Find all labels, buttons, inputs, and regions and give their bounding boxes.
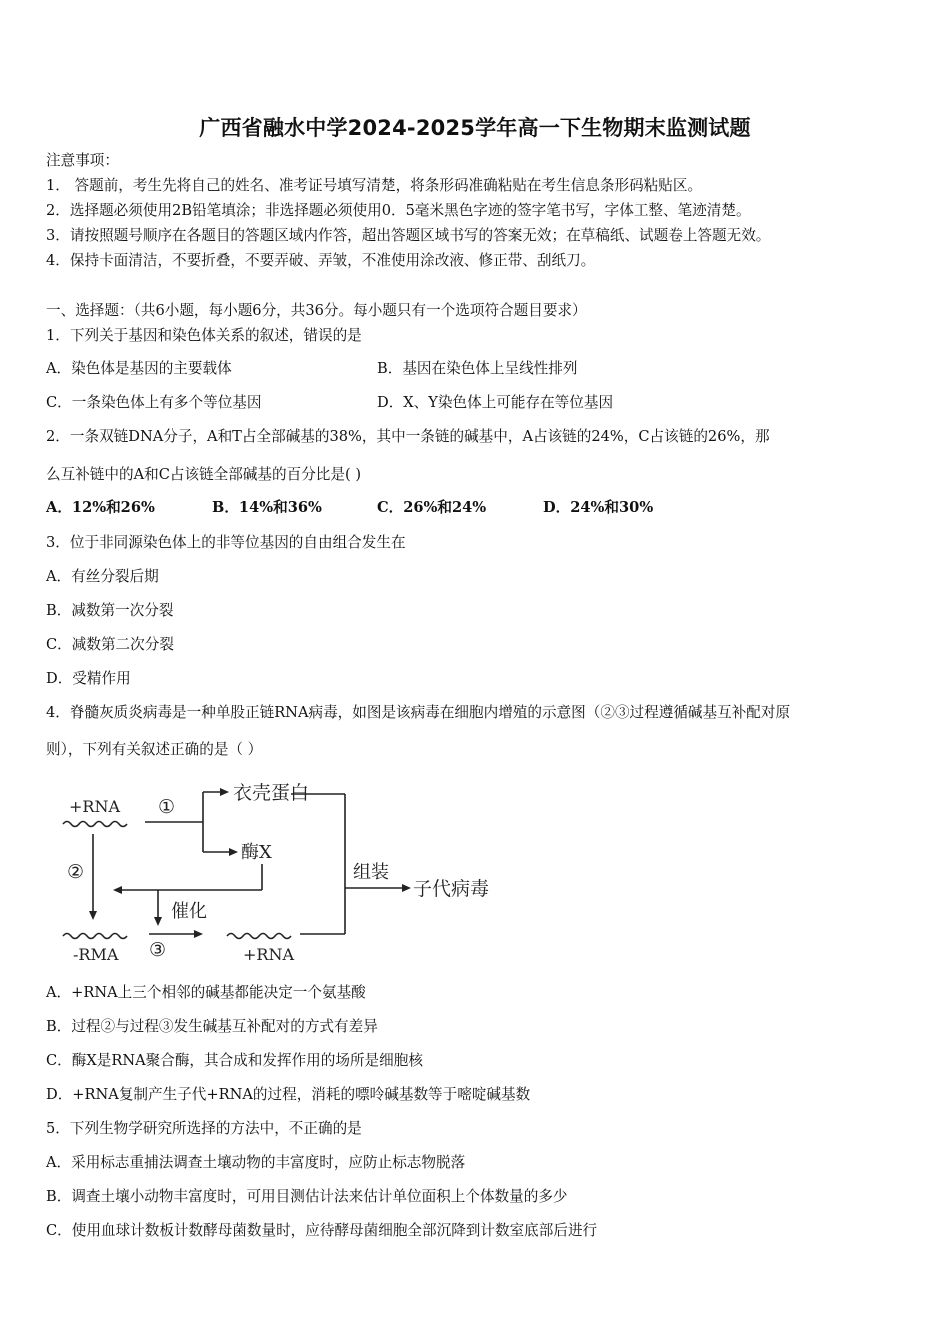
question-4-option-b: B．过程②与过程③发生碱基互补配对的方式有差异 [46, 1018, 378, 1035]
plus-rna-top-strand [63, 822, 127, 827]
diagram-label-minus-rna: -RMA [73, 945, 119, 964]
question-2-option-d: D．24%和30% [543, 499, 654, 516]
question-4-option-a: A．+RNA上三个相邻的碱基都能决定一个氨基酸 [46, 984, 366, 1001]
question-1-option-a: A．染色体是基因的主要载体 [46, 360, 232, 377]
question-1-option-c: C．一条染色体上有多个等位基因 [46, 394, 262, 411]
diagram-label-plus-rna-bottom: +RNA [243, 945, 295, 964]
question-5-option-c: C．使用血球计数板计数酵母菌数量时，应待酵母菌细胞全部沉降到计数室底部后进行 [46, 1222, 598, 1239]
question-5-option-b: B．调查土壤小动物丰富度时，可用目测估计法来估计单位面积上个体数量的多少 [46, 1188, 568, 1205]
diagram-label-progeny-virus: 子代病毒 [413, 878, 490, 900]
question-3-option-d: D．受精作用 [46, 670, 131, 687]
diagram-label-coat-protein: 衣壳蛋白 [233, 782, 310, 804]
plus-rna-bottom-strand [227, 934, 291, 939]
question-2-stem-line2: 么互补链中的A和C占该链全部碱基的百分比是( ) [46, 466, 362, 483]
question-4-option-c: C．酶X是RNA聚合酶，其合成和发挥作用的场所是细胞核 [46, 1052, 423, 1069]
question-3-option-c: C．减数第二次分裂 [46, 636, 174, 653]
question-2-option-c: C．26%和24% [377, 499, 487, 516]
question-5-option-a: A．采用标志重捕法调查土壤动物的丰富度时，应防止标志物脱落 [46, 1154, 466, 1171]
diagram-label-plus-rna-top: +RNA [69, 797, 121, 816]
question-4-option-d: D．+RNA复制产生子代+RNA的过程，消耗的嘌呤碱基数等于嘧啶碱基数 [46, 1086, 531, 1103]
diagram-step-2: ② [67, 861, 85, 883]
question-4-stem-line1: 4．脊髓灰质炎病毒是一种单股正链RNA病毒，如图是该病毒在细胞内增殖的示意图（②③过程遵循碱基互补配对原 [46, 704, 791, 721]
question-1-option-b: B．基因在染色体上呈线性排列 [377, 360, 578, 377]
notice-item-2: 2．选择题必须使用2B铅笔填涂；非选择题必须使用0．5毫米黑色字迹的签字笔书写，字体工整、笔迹清楚。 [46, 202, 751, 219]
diagram-step-1: ① [158, 796, 176, 818]
question-4-stem-line2: 则），下列有关叙述正确的是（ ） [46, 741, 263, 758]
question-2-stem-line1: 2．一条双链DNA分子，A和T占全部碱基的38%，其中一条链的碱基中，A占该链的24%，C占该链的26%，那 [46, 428, 770, 445]
exam-title: 广西省融水中学2024-2025学年高一下生物期末监测试题 [199, 116, 751, 140]
question-3-option-b: B．减数第一次分裂 [46, 602, 174, 619]
diagram-label-enzyme-x: 酶X [241, 842, 272, 863]
question-1-stem: 1．下列关于基因和染色体关系的叙述，错误的是 [46, 327, 362, 344]
notice-item-4: 4．保持卡面清洁，不要折叠，不要弄破、弄皱，不准使用涂改液、修正带、刮纸刀。 [46, 252, 596, 269]
diagram-label-catalyze: 催化 [171, 901, 207, 922]
diagram-label-assemble: 组装 [353, 862, 389, 883]
question-3-stem: 3．位于非同源染色体上的非等位基因的自由组合发生在 [46, 534, 406, 551]
notice-heading: 注意事项： [46, 152, 119, 169]
question-5-stem: 5．下列生物学研究所选择的方法中，不正确的是 [46, 1120, 362, 1137]
notice-item-3: 3．请按照题号顺序在各题目的答题区域内作答，超出答题区域书写的答案无效；在草稿纸、试题卷上答题无效。 [46, 227, 771, 244]
minus-rna-strand [63, 934, 127, 939]
section-heading: 一、选择题：（共6小题，每小题6分，共36分。每小题只有一个选项符合题目要求） [46, 302, 587, 319]
question-2-option-a: A．12%和26% [46, 499, 155, 516]
question-1-option-d: D．X、Y染色体上可能存在等位基因 [377, 394, 614, 411]
notice-item-1: 1． 答题前，考生先将自己的姓名、准考证号填写清楚，将条形码准确粘贴在考生信息条形码粘贴区。 [46, 177, 703, 194]
question-3-option-a: A．有丝分裂后期 [46, 568, 159, 585]
question-2-option-b: B．14%和36% [212, 499, 322, 516]
diagram-step-3: ③ [149, 939, 167, 961]
virus-replication-diagram [55, 772, 515, 972]
